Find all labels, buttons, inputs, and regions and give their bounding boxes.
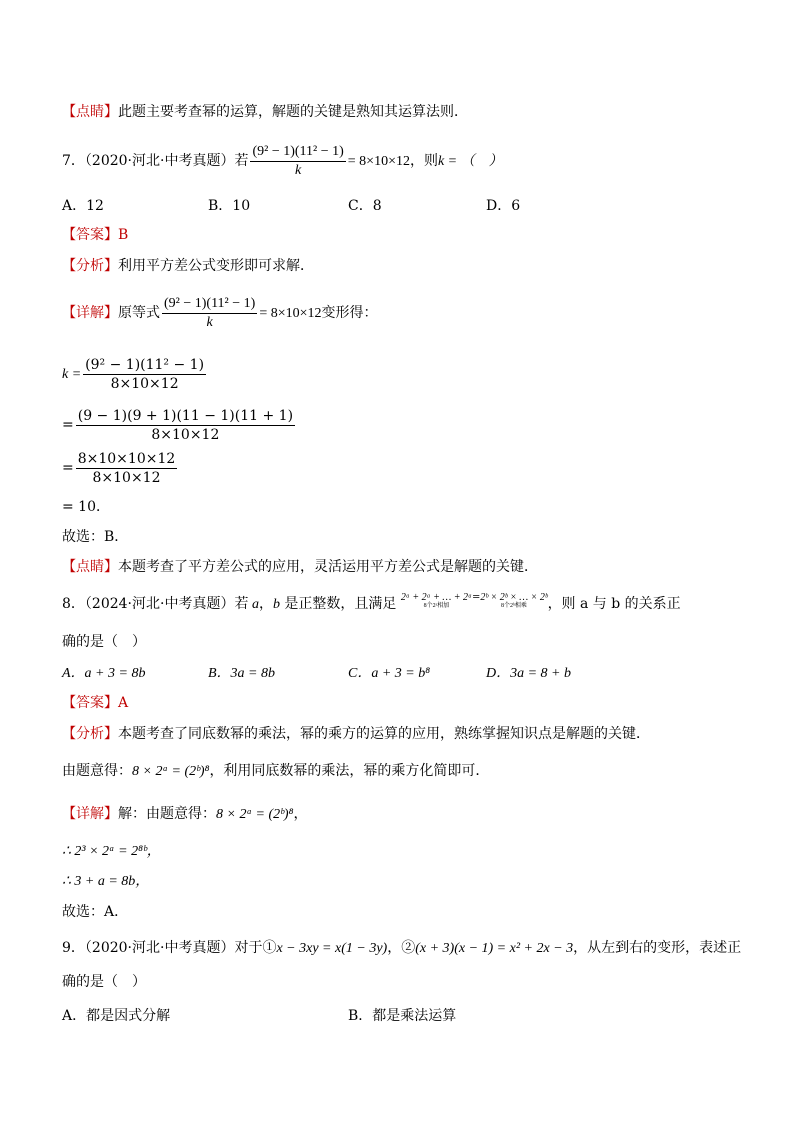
- q7-step2-denominator: 8×10×12: [151, 426, 220, 443]
- q7-result: = 10．: [62, 499, 110, 515]
- q7-fraction: [250, 143, 345, 180]
- dianjing-tag: 【点睛】: [62, 104, 118, 120]
- q9-stem-line2: 确的是（ ）: [62, 974, 146, 990]
- q8-expr-right: [480, 592, 547, 610]
- q8-expr-eq: =: [471, 592, 481, 603]
- q8-expr-left-note: 8个2ᵃ相加: [423, 603, 450, 609]
- q9-mid: ，②: [387, 940, 416, 956]
- q7-step3-numerator: 8×10×10×12: [77, 450, 176, 467]
- q7-dianjing-line: [62, 557, 538, 577]
- q8-option-d: D．3a = 8 + b: [486, 666, 572, 681]
- q7-detail-fraction-numerator: (9² − 1)(11² − 1): [162, 295, 257, 314]
- q8-youti-lead: 由题意得：: [62, 763, 132, 779]
- q8-youti-expr: 8 × 2ᵃ = (2ᵇ)⁸: [132, 764, 210, 779]
- q7-fenxi-line: [62, 256, 314, 276]
- q7-eq-rhs: = 8×10×12: [347, 154, 410, 169]
- q7-step1-lhs: k =: [62, 367, 82, 382]
- q8-answer: A: [118, 695, 129, 711]
- answer-tag: 【答案】: [62, 695, 118, 711]
- q7-step2: [62, 406, 297, 444]
- q7-answer-line: [62, 225, 128, 245]
- q9-option-b: B．都是乘法运算: [348, 1008, 457, 1024]
- q8-youti-line: [62, 761, 489, 782]
- q9-option-a: A．都是因式分解: [62, 1008, 171, 1024]
- q8-stem-line2: 确的是（ ）: [62, 634, 146, 650]
- q7-detail-fraction: [162, 295, 257, 332]
- q8-source: （2024·河北·中考真题）若: [84, 596, 249, 612]
- q7-step1-denominator: 8×10×12: [110, 375, 179, 392]
- q7-option-a: A．12: [62, 198, 104, 214]
- q9-expr1: x − 3xy = x(1 − 3y): [276, 941, 388, 956]
- q8-expr-left-text: 2ᵃ + 2ᵃ + … + 2ᵃ: [400, 592, 472, 603]
- q7-answer: B: [118, 227, 129, 243]
- q7-detail-lead-line: [62, 294, 378, 333]
- q8-detail-lead: 解：由题意得：: [118, 806, 216, 822]
- q8-expr-left: [401, 592, 472, 610]
- q8-fenxi-text: 本题考查了同底数幂的乘法，幂的乘方的运算的应用，熟练掌握知识点是解题的关键．: [118, 726, 650, 742]
- q9-tail: ，从左到右的变形，表述正: [573, 940, 742, 956]
- q9-source: （2020·河北·中考真题）对于①: [84, 940, 277, 956]
- q7-dianjing-text: 本题考查了平方差公式的应用，灵活运用平方差公式是解题的关键．: [118, 559, 538, 575]
- q8-number: 8．: [62, 596, 85, 612]
- q7-option-c: C．8: [348, 198, 382, 214]
- q8-select: 故选：A．: [62, 904, 129, 920]
- q7-step3-eq: =: [62, 460, 74, 476]
- q8-detail-expr: 8 × 2ᵃ = (2ᵇ)⁸: [216, 807, 294, 822]
- q9-expr2: (x + 3)(x − 1) = x² + 2x − 3: [415, 941, 574, 956]
- q7-select: 故选：B．: [62, 529, 129, 545]
- q8-step1: ∴ 2³ × 2ᵃ = 2⁸ᵇ，: [62, 844, 161, 859]
- q6-dianjing-text: 此题主要考查幂的运算，解题的关键是熟知其运算法则．: [118, 104, 468, 120]
- q7-tail: ，则: [409, 153, 438, 169]
- q7-detail-fraction-denominator: k: [206, 314, 213, 330]
- xiangjie-tag: 【详解】: [62, 305, 118, 321]
- fenxi-tag: 【分析】: [62, 726, 118, 742]
- q7-source: （2020·河北·中考真题）若: [84, 153, 249, 169]
- q7-step3-denominator: 8×10×12: [92, 469, 161, 486]
- q7-step1: [62, 355, 208, 394]
- q8-option-a: A．a + 3 = 8b: [62, 666, 146, 681]
- xiangjie-tag: 【详解】: [62, 806, 118, 822]
- q6-dianjing-line: [62, 102, 468, 122]
- q8-stem-tail: ，则 a 与 b 的关系正: [547, 596, 681, 612]
- q8-stem: 8．（2024·河北·中考真题）若 a，b 是正整数，且满足 2ᵃ + 2ᵃ + … + 2ᵃ 8个2ᵃ相加 =2ᵇ × 2ᵇ × … × 2ᵇ 8个2ᵇ相乘 ，则 a 与 b 的关系正: [62, 592, 681, 612]
- q8-detail-end: ，: [293, 806, 308, 822]
- q7-step2-eq: =: [62, 417, 74, 433]
- q8-expr-right-note: 8个2ᵇ相乘: [501, 603, 527, 609]
- answer-tag: 【答案】: [62, 227, 118, 243]
- q7-detail-tail: 变形得：: [321, 305, 378, 321]
- q7-step1-fraction: [83, 356, 206, 393]
- q7-fenxi-text: 利用平方差公式变形即可求解．: [118, 258, 314, 274]
- q7-option-d: D．6: [486, 198, 521, 214]
- q7-step1-numerator: (9² − 1)(11² − 1): [85, 356, 205, 373]
- q7-option-b: B．10: [208, 198, 251, 214]
- q7-detail-eq-rhs: = 8×10×12: [259, 306, 322, 321]
- q8-stem-mid: 是正整数，且满足: [284, 596, 397, 612]
- q8-option-c: C．a + 3 = b⁸: [348, 666, 431, 681]
- q7-fraction-numerator: (9² − 1)(11² − 1): [250, 143, 345, 162]
- q7-tail2: k = （ ）: [437, 154, 503, 169]
- q8-answer-line: [62, 693, 128, 713]
- q7-detail-lead: 原等式: [118, 305, 160, 321]
- q7-fraction-denominator: k: [295, 162, 302, 178]
- q9-stem: [62, 938, 741, 959]
- q8-option-b: B．3a = 8b: [208, 666, 275, 681]
- q7-step2-fraction: [76, 407, 295, 444]
- q8-detail-line: [62, 804, 307, 825]
- q7-stem: [62, 142, 503, 181]
- dianjing-tag: 【点睛】: [62, 559, 118, 575]
- fenxi-tag: 【分析】: [62, 258, 118, 274]
- q8-fenxi-line: [62, 724, 650, 744]
- q7-step3: [62, 449, 179, 487]
- q7-step3-fraction: [76, 450, 178, 487]
- q8-youti-tail: ，利用同底数幂的乘法，幂的乘方化简即可．: [209, 763, 490, 779]
- q9-number: 9．: [62, 940, 85, 956]
- q7-number: 7．: [62, 153, 85, 169]
- q7-step2-numerator: (9 − 1)(9 + 1)(11 − 1)(11 + 1): [77, 407, 294, 424]
- q8-expr-right-text: 2ᵇ × 2ᵇ × … × 2ᵇ: [480, 592, 548, 603]
- q8-step2: ∴ 3 + a = 8b，: [62, 874, 150, 889]
